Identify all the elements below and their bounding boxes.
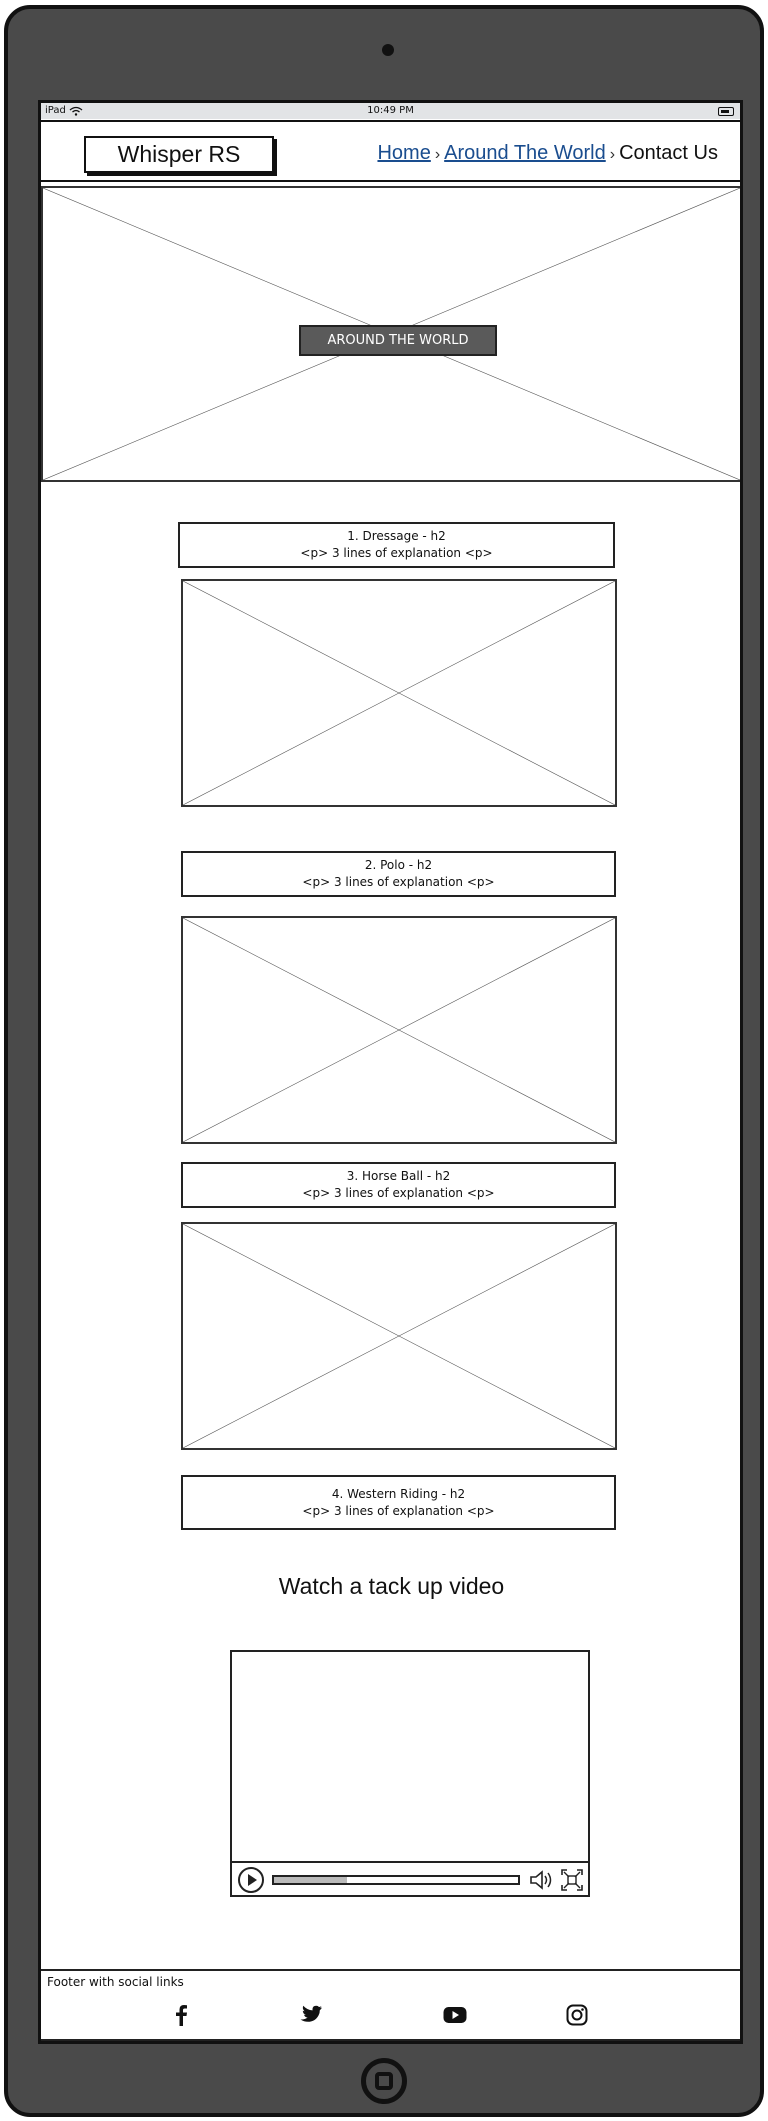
section-body: <p> 3 lines of explanation <p> [302,1186,495,1200]
volume-icon[interactable] [529,1868,555,1892]
breadcrumb [377,142,718,165]
section-body: <p> 3 lines of explanation <p> [302,1503,495,1518]
section-body: <p> 3 lines of explanation <p> [300,546,493,560]
nav-around-the-world-link[interactable]: Around The World [444,142,606,164]
battery-icon [718,107,734,116]
camera-icon [382,44,394,56]
youtube-icon[interactable] [443,2003,467,2027]
ipad-frame [4,5,764,2117]
image-placeholder-dressage [181,579,617,807]
section-heading-polo [181,851,616,897]
breadcrumb-separator: › [609,146,616,163]
image-placeholder-horse-ball [181,1222,617,1450]
screen [38,100,743,2044]
breadcrumb-separator: › [434,146,441,163]
section-title: 4. Western Riding - h2 [331,1486,466,1501]
carrier-label: iPad [45,105,66,116]
nav-contact-us[interactable]: Contact Us [619,142,718,164]
hero-title: AROUND THE WORLD [299,325,497,356]
footer-label: Footer with social links [47,1975,184,1989]
video-progress-bar[interactable] [272,1875,520,1885]
video-player[interactable] [230,1650,590,1897]
section-body: <p> 3 lines of explanation <p> [302,875,495,889]
site-footer [41,1969,742,2041]
instagram-icon[interactable] [565,2003,589,2027]
video-controls [232,1861,588,1895]
site-header [41,120,742,182]
section-title: 1. Dressage - h2 [347,529,446,543]
section-heading-dressage [178,522,615,568]
video-heading: Watch a tack up video [278,1573,505,1599]
play-icon[interactable] [238,1867,264,1893]
video-progress-fill [274,1877,347,1883]
facebook-icon[interactable] [169,2003,193,2027]
status-time: 10:49 PM [367,105,414,116]
nav-home-link[interactable]: Home [377,142,431,164]
section-title: 3. Horse Ball - h2 [346,1169,451,1183]
section-title: 2. Polo - h2 [364,858,433,872]
section-heading-western-riding [181,1475,616,1530]
image-placeholder-polo [181,916,617,1144]
twitter-icon[interactable] [299,2003,323,2027]
section-heading-horse-ball [181,1162,616,1208]
status-bar [41,103,740,119]
home-button[interactable] [361,2058,407,2104]
fullscreen-icon[interactable] [560,1868,584,1892]
site-logo[interactable]: Whisper RS [84,136,274,173]
